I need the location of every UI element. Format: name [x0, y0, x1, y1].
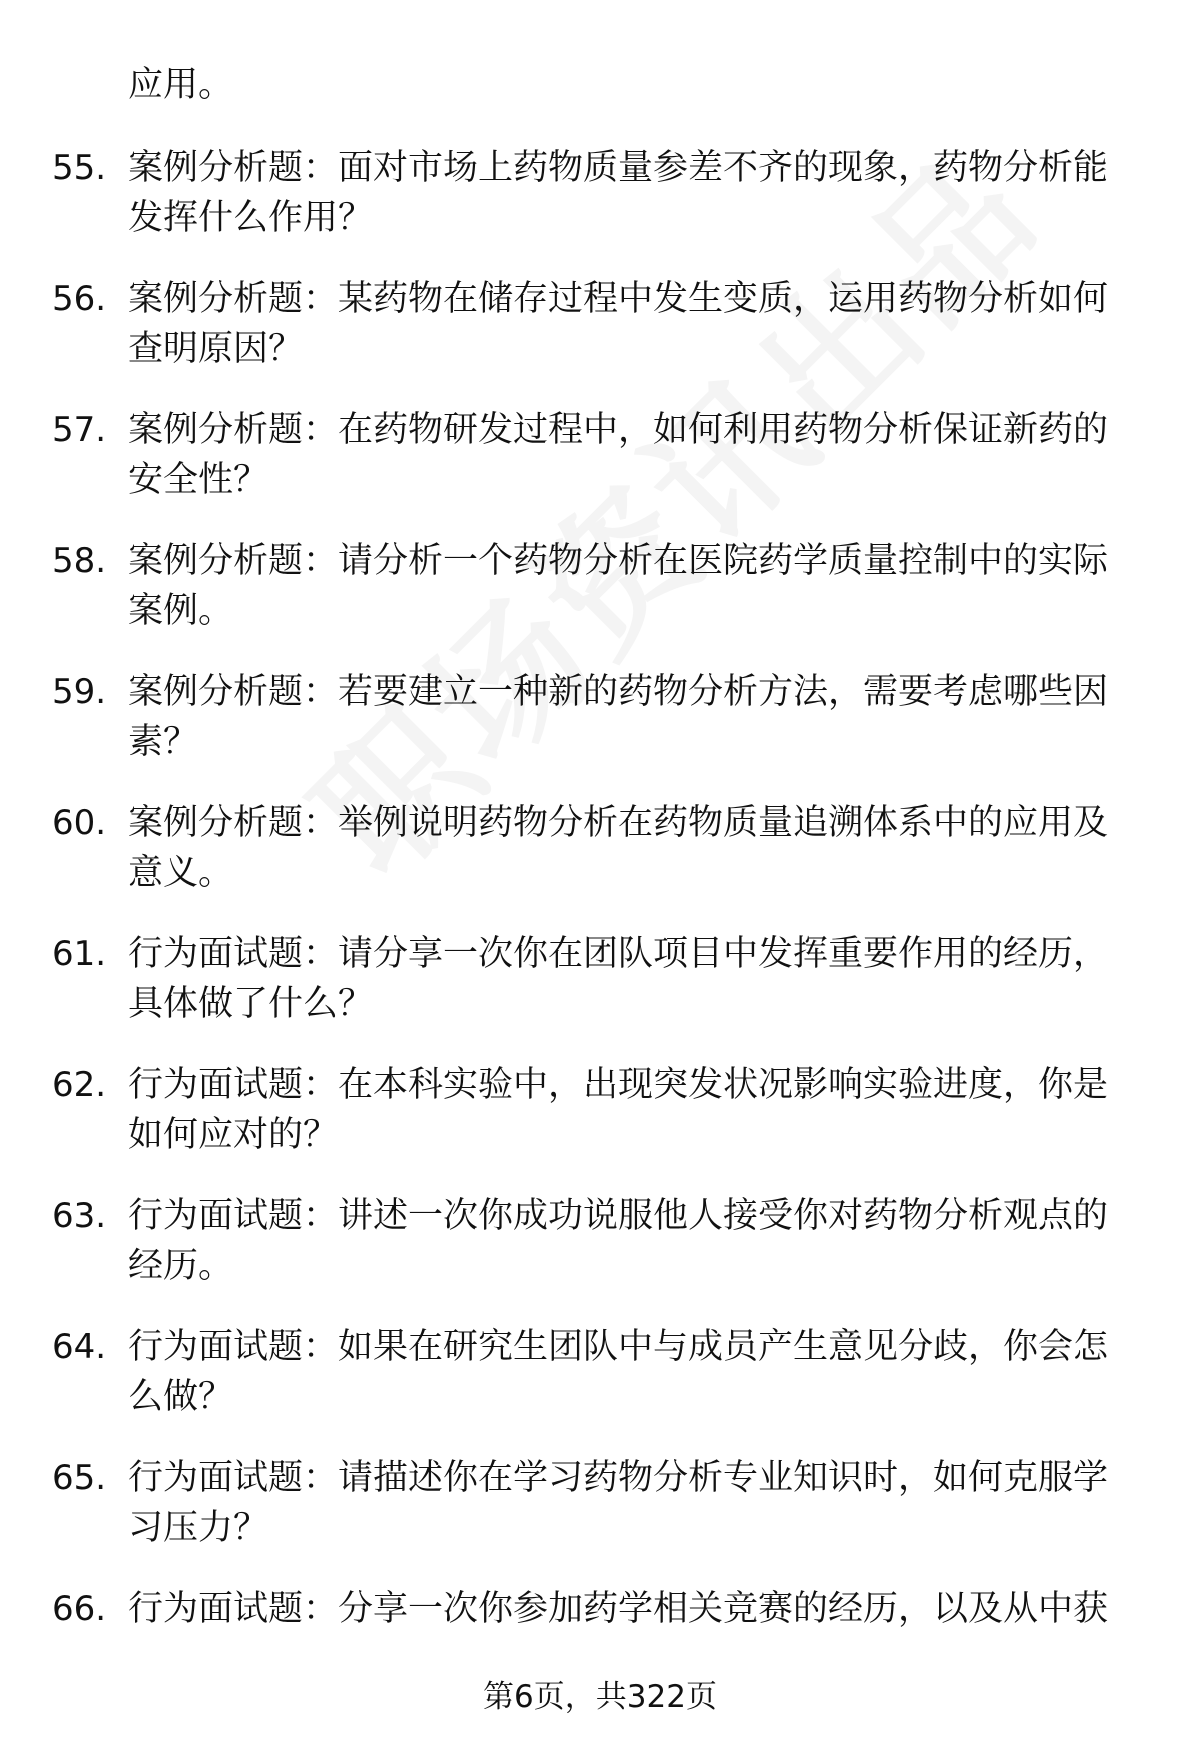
question-number: 55. — [52, 148, 107, 188]
question-item — [0, 667, 1200, 798]
question-text: 行为面试题：在本科实验中，出现突发状况影响实验进度，你是如何应对的？ — [128, 1065, 1109, 1155]
question-item — [0, 798, 1200, 929]
question-item — [0, 1322, 1200, 1453]
question-text: 案例分析题：面对市场上药物质量参差不齐的现象，药物分析能发挥什么作用？ — [128, 148, 1109, 238]
question-number: 56. — [52, 279, 107, 319]
question-number: 57. — [52, 410, 107, 450]
question-item — [0, 1060, 1200, 1191]
page-number-footer: 第6页，共322页 — [483, 1679, 717, 1715]
question-text: 案例分析题：请分析一个药物分析在医院药学质量控制中的实际案例。 — [128, 541, 1109, 631]
question-text: 案例分析题：举例说明药物分析在药物质量追溯体系中的应用及意义。 — [128, 803, 1109, 893]
question-item — [0, 1191, 1200, 1322]
question-item — [0, 405, 1200, 536]
question-number: 66. — [52, 1589, 107, 1629]
question-number: 61. — [52, 934, 107, 974]
question-list — [0, 143, 1200, 1715]
question-item — [0, 274, 1200, 405]
question-text: 行为面试题：讲述一次你成功说服他人接受你对药物分析观点的经历。 — [128, 1196, 1109, 1286]
question-text: 行为面试题：分享一次你参加药学相关竞赛的经历，以及从中获 — [128, 1589, 1109, 1629]
question-number: 62. — [52, 1065, 107, 1105]
continuation-text: 应用。 — [128, 65, 234, 105]
question-text: 案例分析题：在药物研发过程中，如何利用药物分析保证新药的安全性？ — [128, 410, 1109, 500]
question-item — [0, 929, 1200, 1060]
question-number: 63. — [52, 1196, 107, 1236]
question-item — [0, 143, 1200, 274]
question-text: 行为面试题：请描述你在学习药物分析专业知识时，如何克服学习压力？ — [128, 1458, 1109, 1548]
question-number: 59. — [52, 672, 107, 712]
question-text: 行为面试题：如果在研究生团队中与成员产生意见分歧，你会怎么做？ — [128, 1327, 1109, 1417]
question-text: 案例分析题：若要建立一种新的药物分析方法，需要考虑哪些因素？ — [128, 672, 1109, 762]
question-number: 60. — [52, 803, 107, 843]
question-text: 行为面试题：请分享一次你在团队项目中发挥重要作用的经历，具体做了什么？ — [128, 934, 1109, 1024]
question-item — [0, 1453, 1200, 1584]
question-text: 案例分析题：某药物在储存过程中发生变质，运用药物分析如何查明原因？ — [128, 279, 1109, 369]
question-item — [0, 536, 1200, 667]
question-number: 64. — [52, 1327, 107, 1367]
question-number: 58. — [52, 541, 107, 581]
question-number: 65. — [52, 1458, 107, 1498]
